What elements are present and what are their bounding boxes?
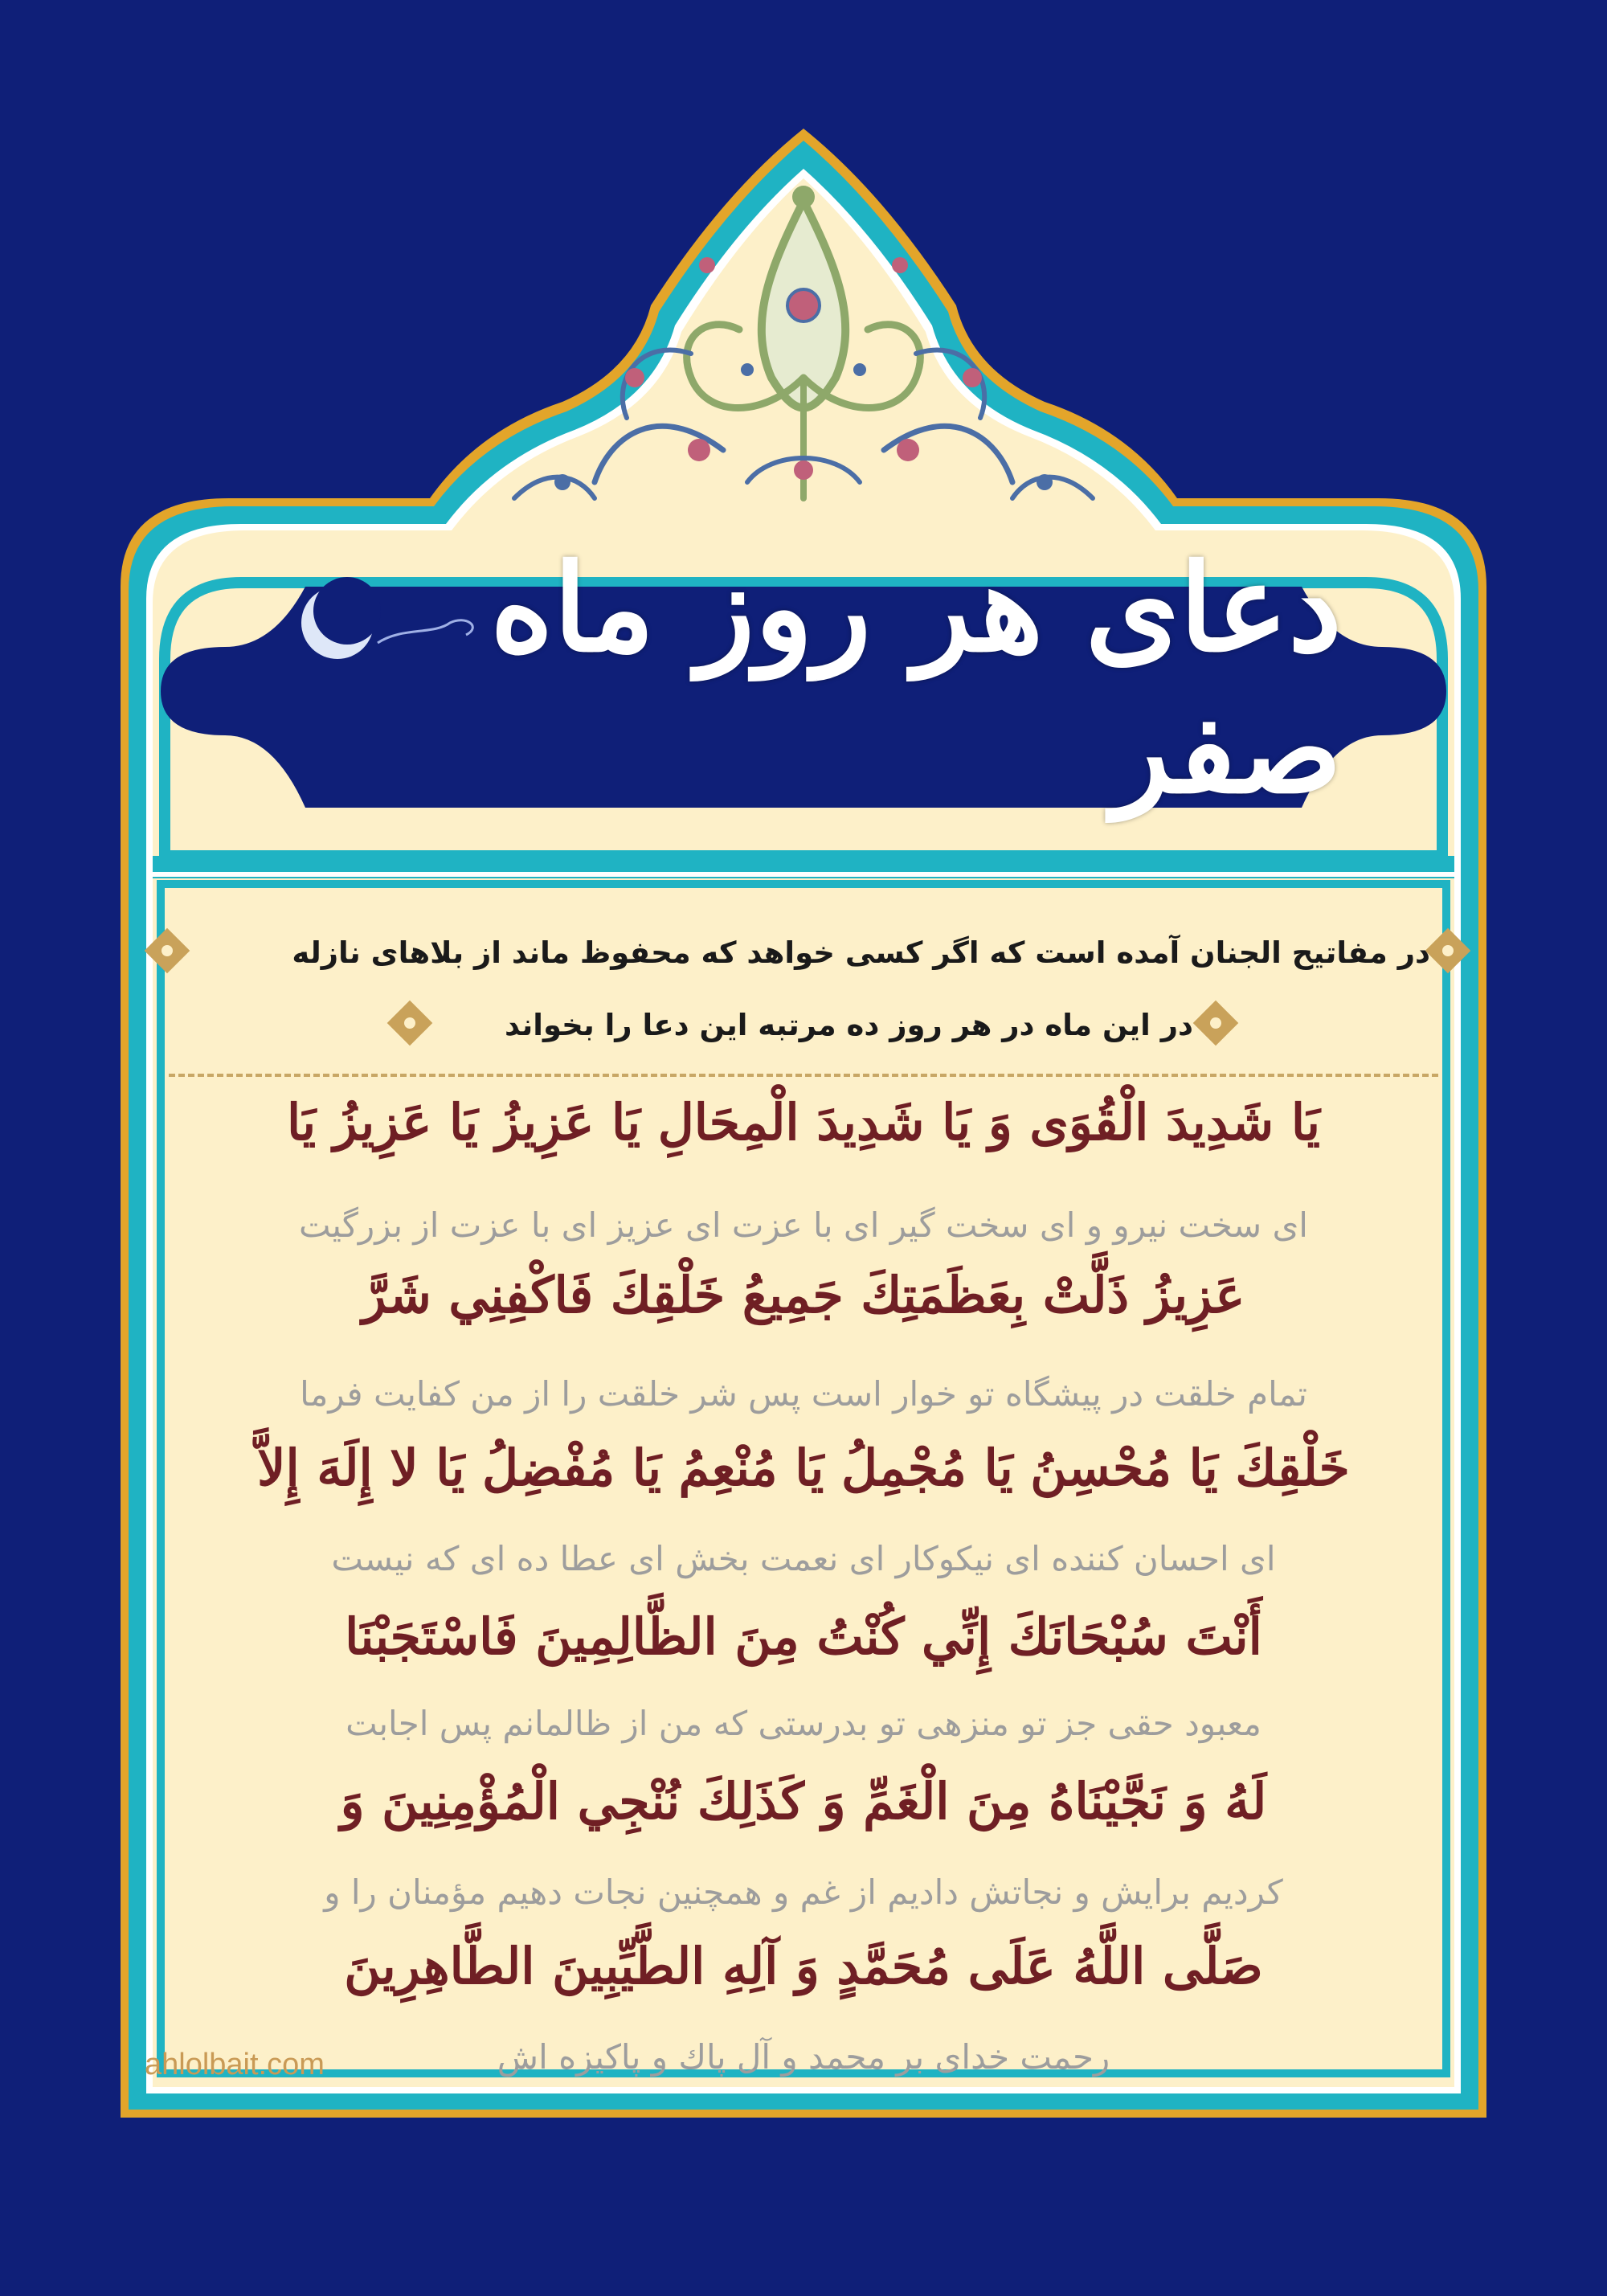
arabic-verse-6: صَلَّى اللَّهُ عَلَى مُحَمَّدٍ وَ آلِهِ الطَّيِّبِينَ الطَّاهِرِينَ [344,1937,1263,1995]
persian-translation-3: ای احسان کننده ای نیکوکار ای نعمت بخش ای عطا ده ای که نیست [331,1539,1276,1578]
dashed-divider [169,1074,1438,1077]
arabic-verse-1: يَا شَدِيدَ الْقُوَى وَ يَا شَدِيدَ الْمِحَالِ يَا عَزِيزُ يَا عَزِيزُ يَا [287,1093,1320,1152]
arabic-verse-3: خَلْقِكَ يَا مُحْسِنُ يَا مُجْمِلُ يَا مُنْعِمُ يَا مُفْضِلُ يَا لا إِلَهَ إِلاَّ [257,1439,1350,1497]
persian-translation-4: معبود حقی جز تو منزهی تو بدرستی که من از ظالمانم پس اجابت [346,1704,1261,1743]
intro-line-1: در مفاتیح الجنان آمده است که اگر کسی خواهد که محفوظ ماند از بلاهای نازله [292,935,1430,970]
persian-translation-2: تمام خلقت در پیشگاه تو خوار است پس شر خلقت را از من کفایت فرما [300,1374,1307,1414]
watermark: ahlolbait.com [145,2048,325,2081]
arabic-verse-4: أَنْتَ سُبْحَانَكَ إِنِّي كُنْتُ مِنَ الظَّالِمِينَ فَاسْتَجَبْنَا [345,1607,1262,1666]
persian-translation-1: ای سخت نیرو و ای سخت گیر ای با عزت ای عزیز ای با عزت از بزرگیت [299,1205,1308,1245]
arabic-verse-5: لَهُ وَ نَجَّيْنَاهُ مِنَ الْغَمِّ وَ كَذَلِكَ نُنْجِي الْمُؤْمِنِينَ وَ [340,1772,1267,1831]
persian-translation-5: کردیم برایش و نجاتش دادیم از غم و همچنین نجات دهیم مؤمنان را و [324,1872,1283,1912]
intro-line-2: در این ماه در هر روز ده مرتبه این دعا را بخواند [505,1007,1193,1042]
page-title: دعای هر روز ماه صفر [490,538,1342,821]
persian-translation-6: رحمت خدای بر محمد و آل پاك و پاکیزه اش [497,2037,1110,2077]
title-divider-white [153,872,1454,877]
arabic-verse-2: عَزِيزُ ذَلَّتْ بِعَظَمَتِكَ جَمِيعُ خَلْقِكَ فَاكْفِنِي شَرَّ [362,1266,1245,1324]
